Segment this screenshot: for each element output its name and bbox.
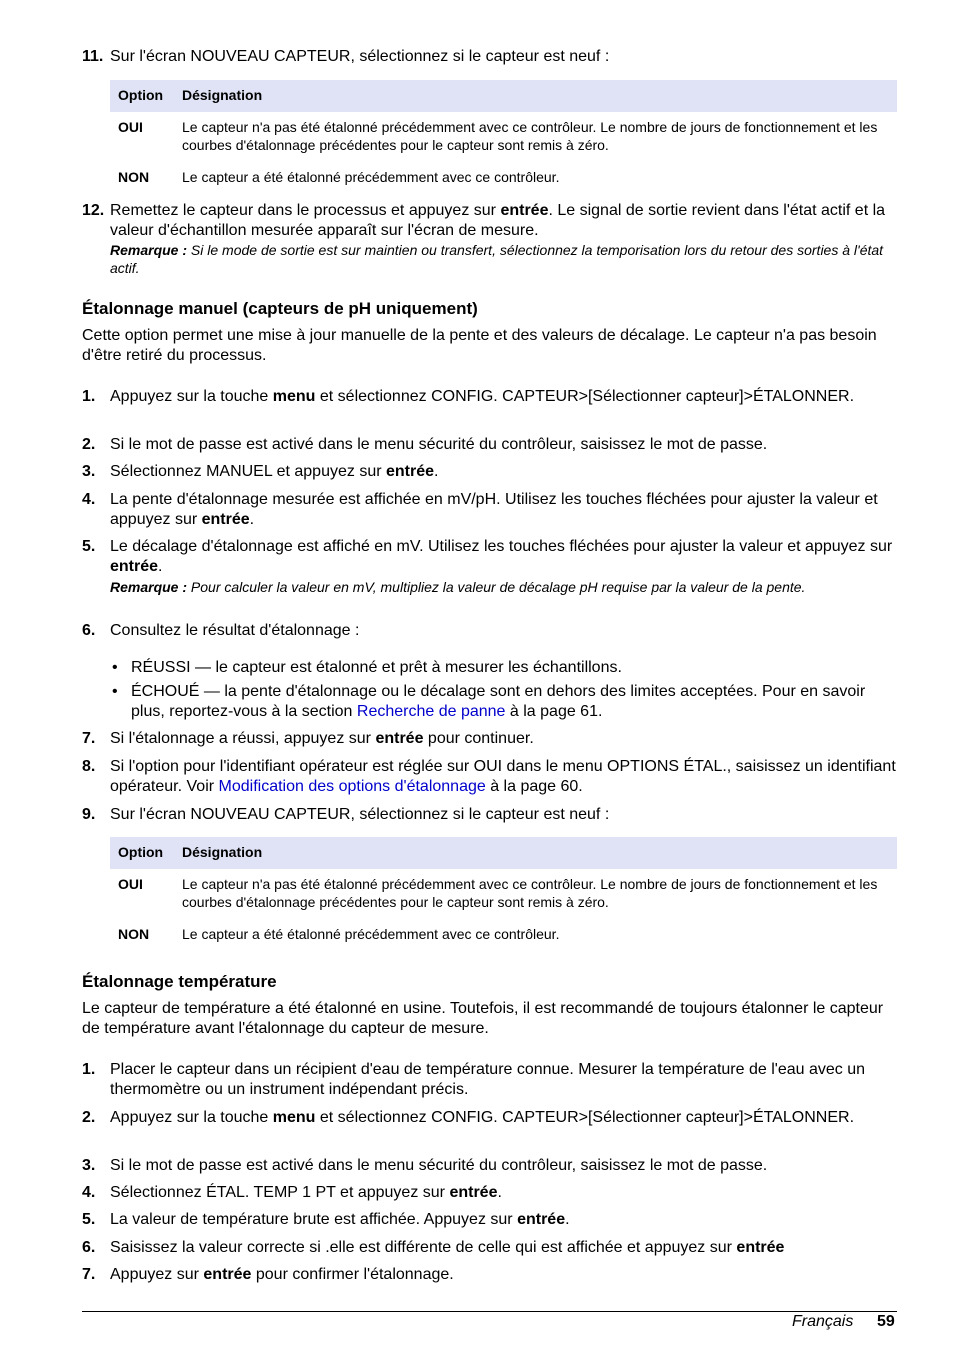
step-number: 2. xyxy=(82,436,96,453)
list-item-text: à la page 61. xyxy=(505,703,603,720)
table-row-option: OUI xyxy=(118,119,143,135)
footer-language: Français xyxy=(792,1313,854,1330)
step-text-part: Remettez le capteur dans le processus et appuyez sur xyxy=(110,202,501,219)
step-text xyxy=(110,435,900,455)
step-text xyxy=(110,1156,900,1176)
step-number: 4. xyxy=(82,491,96,508)
step-number: 6. xyxy=(82,622,96,639)
step-number: 7. xyxy=(82,730,96,747)
note xyxy=(110,578,900,596)
step-text-part: Si le mot de passe est activé dans le menu sécurité du contrôleur, saisissez le mot de passe. xyxy=(110,436,768,453)
bullet-icon: • xyxy=(112,659,118,676)
section-heading: Étalonnage manuel (capteurs de pH uniquement) xyxy=(82,299,478,318)
step-text xyxy=(110,621,900,641)
section-intro: Cette option permet une mise à jour manuelle de la pente et des valeurs de décalage. Le capteur n'a pas besoin d'être retiré du processus. xyxy=(82,327,877,364)
step-text-part: Si le mot de passe est activé dans le menu sécurité du contrôleur, saisissez le mot de passe. xyxy=(110,1157,768,1174)
note xyxy=(110,241,900,277)
key-name: entrée xyxy=(201,511,250,528)
step-text-part: Si l'étalonnage a réussi, appuyez sur xyxy=(110,730,376,747)
step-text-part: . xyxy=(249,511,255,528)
key-name: entrée xyxy=(203,1266,252,1283)
column-header-designation: Désignation xyxy=(182,844,263,860)
note-text: Pour calculer la valeur en mV, multipliez la valeur de décalage pH requise par la valeur de la pente. xyxy=(187,579,806,595)
column-header-designation: Désignation xyxy=(182,87,263,103)
footer-divider xyxy=(82,1311,897,1312)
step-number: 6. xyxy=(82,1239,96,1256)
step-text-part: Sélectionnez ÉTAL. TEMP 1 PT et appuyez sur xyxy=(110,1184,450,1201)
step-number: 9. xyxy=(82,806,96,823)
cross-reference-link[interactable]: Recherche de panne xyxy=(356,703,506,720)
step-text-part: . xyxy=(158,558,163,575)
step-text-part: pour continuer. xyxy=(423,730,534,747)
key-name: menu xyxy=(272,388,316,405)
step-text-part: à la page 60. xyxy=(485,778,583,795)
section-intro: Le capteur de température a été étalonné en usine. Toutefois, il est recommandé de toujours étalonner le capteur de température avant l'étalonnage du capteur de mesure. xyxy=(82,1000,884,1037)
step-text xyxy=(110,1060,900,1100)
table-row-option: NON xyxy=(118,169,150,185)
table-row-option: NON xyxy=(118,926,150,942)
cross-reference-link[interactable]: Modification des options d'étalonnage xyxy=(218,778,486,795)
step-number: 5. xyxy=(82,538,96,555)
step-number: 2. xyxy=(82,1109,96,1126)
step-text-part: Sélectionnez MANUEL et appuyez sur xyxy=(110,463,386,480)
step-text xyxy=(110,1108,900,1128)
step-text-part: et sélectionnez CONFIG. CAPTEUR>[Sélectionner capteur]>ÉTALONNER. xyxy=(315,1109,855,1126)
step-text-part: Appuyez sur la touche xyxy=(110,1109,273,1126)
note-text: Si le mode de sortie est sur maintien ou transfert, sélectionnez la temporisation lors du retour des sorties à l'état actif. xyxy=(110,242,884,276)
step-text xyxy=(110,1238,900,1258)
table-row-option: OUI xyxy=(118,876,143,892)
key-name: entrée xyxy=(500,202,549,219)
step-number: 3. xyxy=(82,463,96,480)
step-text: Sur l'écran NOUVEAU CAPTEUR, sélectionnez si le capteur est neuf : xyxy=(110,806,610,823)
step-number: 1. xyxy=(82,1061,96,1078)
section-heading: Étalonnage température xyxy=(82,972,277,991)
key-name: entrée xyxy=(449,1184,498,1201)
step-text-part: . xyxy=(565,1211,570,1228)
step-text-part: Le décalage d'étalonnage est affiché en mV. Utilisez les touches fléchées pour ajuster la valeur et appuyez sur xyxy=(110,538,893,555)
step-text-part: . xyxy=(434,463,439,480)
key-name: entrée xyxy=(517,1211,566,1228)
step-number: 4. xyxy=(82,1184,96,1201)
step-text-part: Appuyez sur la touche xyxy=(110,388,273,405)
table-row-text: Le capteur a été étalonné précédemment avec ce contrôleur. xyxy=(182,926,560,942)
page-number: 59 xyxy=(877,1313,895,1330)
step-number: 1. xyxy=(82,388,96,405)
list-item xyxy=(131,682,901,722)
table-header xyxy=(110,837,897,869)
note-label: Remarque : xyxy=(110,579,188,595)
step-number: 12. xyxy=(82,202,105,219)
step-text xyxy=(110,729,900,749)
step-text xyxy=(110,757,900,797)
list-item-text: RÉUSSI — le capteur est étalonné et prêt à mesurer les échantillons. xyxy=(131,659,622,676)
table-row-text: Le capteur n'a pas été étalonné précédemment avec ce contrôleur. Le nombre de jours de fonctionnement et les courbes d'étalonnage précédentes pour le capteur sont remis à zéro. xyxy=(182,876,878,910)
step-text xyxy=(110,537,900,577)
step-text xyxy=(110,490,900,530)
step-text-part: Si l'option pour l'identifiant opérateur est réglée sur OUI dans le menu OPTIONS ÉTAL., saisissez un identifiant opérateur. Voir xyxy=(110,758,896,795)
step-text xyxy=(110,387,900,407)
step-text-part: Placer le capteur dans un récipient d'eau de température connue. Mesurer la température de l'eau avec un thermomètre ou un instrument indépendant précis. xyxy=(110,1061,866,1098)
step-number: 8. xyxy=(82,758,96,775)
table-header xyxy=(110,80,897,112)
step-number: 3. xyxy=(82,1157,96,1174)
key-name: entrée xyxy=(386,463,435,480)
note-label: Remarque : xyxy=(110,242,188,258)
step-text-part: La valeur de température brute est affichée. Appuyez sur xyxy=(110,1211,518,1228)
bullet-icon: • xyxy=(112,683,118,700)
column-header-option: Option xyxy=(118,844,164,860)
step-text-part: et sélectionnez CONFIG. CAPTEUR>[Sélectionner capteur]>ÉTALONNER. xyxy=(315,388,855,405)
column-header-option: Option xyxy=(118,87,164,103)
step-text-part: Appuyez sur xyxy=(110,1266,204,1283)
list-item-text: ÉCHOUÉ — la pente d'étalonnage ou le décalage sont en dehors des limites acceptées. Pour en savoir plus, reportez-vous à la section xyxy=(131,683,866,720)
table-row-text: Le capteur a été étalonné précédemment avec ce contrôleur. xyxy=(182,169,560,185)
step-text xyxy=(110,462,900,482)
step-text xyxy=(110,201,900,241)
key-name: entrée xyxy=(375,730,424,747)
step-number: 7. xyxy=(82,1266,96,1283)
step-text: Sur l'écran NOUVEAU CAPTEUR, sélectionnez si le capteur est neuf : xyxy=(110,48,610,65)
step-text-part: . xyxy=(497,1184,502,1201)
step-text-part: Consultez le résultat d'étalonnage : xyxy=(110,622,360,639)
key-name: entrée xyxy=(736,1239,785,1256)
key-name: menu xyxy=(272,1109,316,1126)
step-text-part: La pente d'étalonnage mesurée est affichée en mV/pH. Utilisez les touches fléchées pour ajuster la valeur et appuyez sur xyxy=(110,491,878,528)
step-text-part: Saisissez la valeur correcte si .elle est différente de celle qui est affichée et appuyez sur xyxy=(110,1239,737,1256)
step-text-part: pour confirmer l'étalonnage. xyxy=(251,1266,454,1283)
step-text xyxy=(110,1183,900,1203)
step-number: 5. xyxy=(82,1211,96,1228)
step-number: 11. xyxy=(82,48,104,65)
step-text xyxy=(110,1210,900,1230)
table-row-text: Le capteur n'a pas été étalonné précédemment avec ce contrôleur. Le nombre de jours de fonctionnement et les courbes d'étalonnage précédentes pour le capteur sont remis à zéro. xyxy=(182,119,878,153)
step-text-part: . Le signal de sortie revient dans l'état actif et la valeur d'échantillon mesurée apparaît sur l'écran de mesure. xyxy=(110,202,886,239)
key-name: entrée xyxy=(110,558,159,575)
list-item xyxy=(131,658,901,678)
step-text xyxy=(110,1265,900,1285)
